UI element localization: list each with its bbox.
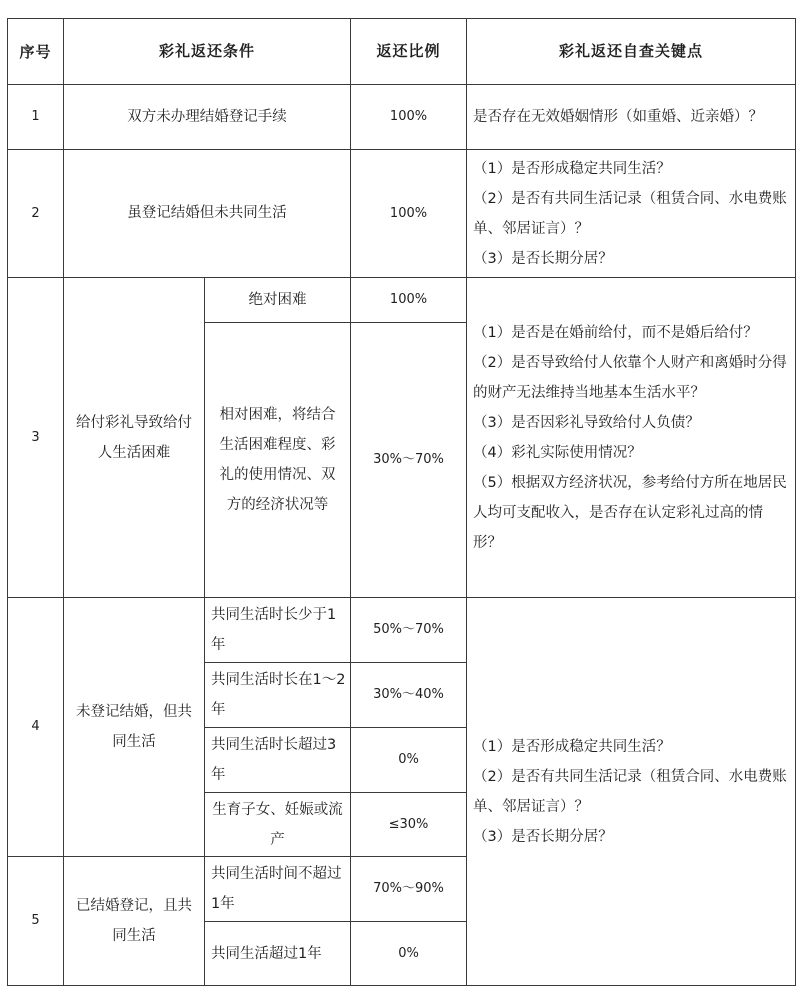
checkpoint-item: （3）是否因彩礼导致给付人负债？ — [473, 414, 700, 431]
table-row — [8, 278, 796, 323]
checkpoint-item: （1）是否形成稳定共同生活？ — [473, 160, 671, 177]
ratio-cell: 100% — [351, 85, 467, 150]
checkpoint-item: （5）根据双方经济状况，参考给付方所在地居民人均可支配收入，是否存在认定彩礼过高的情形？ — [473, 474, 787, 551]
condition-cell: 双方未办理结婚登记手续 — [64, 85, 351, 150]
ratio-cell: 100% — [351, 278, 467, 323]
ratio-cell: 70%～90% — [351, 857, 467, 922]
condition-cell: 给付彩礼导致给付人生活困难 — [64, 278, 205, 598]
table-row — [8, 150, 796, 278]
sub-condition-cell: 共同生活时间不超过1年 — [205, 857, 351, 922]
row-index: 4 — [8, 598, 64, 857]
condition-cell: 未登记结婚，但共同生活 — [64, 598, 205, 857]
header-row — [8, 19, 796, 85]
condition-cell: 虽登记结婚但未共同生活 — [64, 150, 351, 278]
bride-price-return-table — [7, 18, 796, 986]
ratio-cell: 30%～40% — [351, 663, 467, 728]
sub-condition-cell: 共同生活时长少于1年 — [205, 598, 351, 663]
checkpoint-item: （4）彩礼实际使用情况？ — [473, 444, 642, 461]
row-index: 3 — [8, 278, 64, 598]
header-index: 序号 — [8, 19, 64, 85]
checkpoint-item: （1）是否是在婚前给付，而不是婚后给付？ — [473, 324, 758, 341]
sub-condition-cell: 共同生活超过1年 — [205, 922, 351, 986]
table-row — [8, 598, 796, 663]
header-checkpoints: 彩礼返还自查关键点 — [467, 19, 796, 85]
checkpoint-item: （1）是否形成稳定共同生活？ — [473, 738, 671, 755]
header-condition: 彩礼返还条件 — [64, 19, 351, 85]
table-row — [8, 85, 796, 150]
ratio-cell: 0% — [351, 728, 467, 793]
checkpoints-cell — [467, 85, 796, 150]
header-ratio: 返还比例 — [351, 19, 467, 85]
row-index: 5 — [8, 857, 64, 986]
checkpoint-item: （3）是否长期分居？ — [473, 828, 613, 845]
checkpoint-item: （2）是否有共同生活记录（租赁合同、水电费账单、邻居证言）？ — [473, 190, 787, 237]
checkpoint-item: （2）是否有共同生活记录（租赁合同、水电费账单、邻居证言）？ — [473, 768, 787, 815]
sub-condition-cell: 绝对困难 — [205, 278, 351, 323]
sub-condition-cell: 共同生活时长超过3年 — [205, 728, 351, 793]
checkpoints-cell — [467, 278, 796, 598]
row-index: 2 — [8, 150, 64, 278]
sub-condition-cell: 生育子女、妊娠或流产 — [205, 793, 351, 857]
checkpoints-cell — [467, 598, 796, 986]
checkpoint-item: 是否存在无效婚姻情形（如重婚、近亲婚）？ — [473, 109, 764, 125]
ratio-cell: 30%～70% — [351, 323, 467, 598]
ratio-cell: 100% — [351, 150, 467, 278]
condition-cell: 已结婚登记，且共同生活 — [64, 857, 205, 986]
top-strip — [0, 0, 800, 18]
ratio-cell: 0% — [351, 922, 467, 986]
sub-condition-cell: 相对困难，将结合生活困难程度、彩礼的使用情况、双方的经济状况等 — [205, 323, 351, 598]
row-index: 1 — [8, 85, 64, 150]
ratio-cell: ≤30% — [351, 793, 467, 857]
sub-condition-cell: 共同生活时长在1～2年 — [205, 663, 351, 728]
checkpoint-item: （2）是否导致给付人依靠个人财产和离婚时分得的财产无法维持当地基本生活水平？ — [473, 354, 787, 401]
ratio-cell: 50%～70% — [351, 598, 467, 663]
checkpoint-item: （3）是否长期分居？ — [473, 250, 613, 267]
checkpoints-cell — [467, 150, 796, 278]
